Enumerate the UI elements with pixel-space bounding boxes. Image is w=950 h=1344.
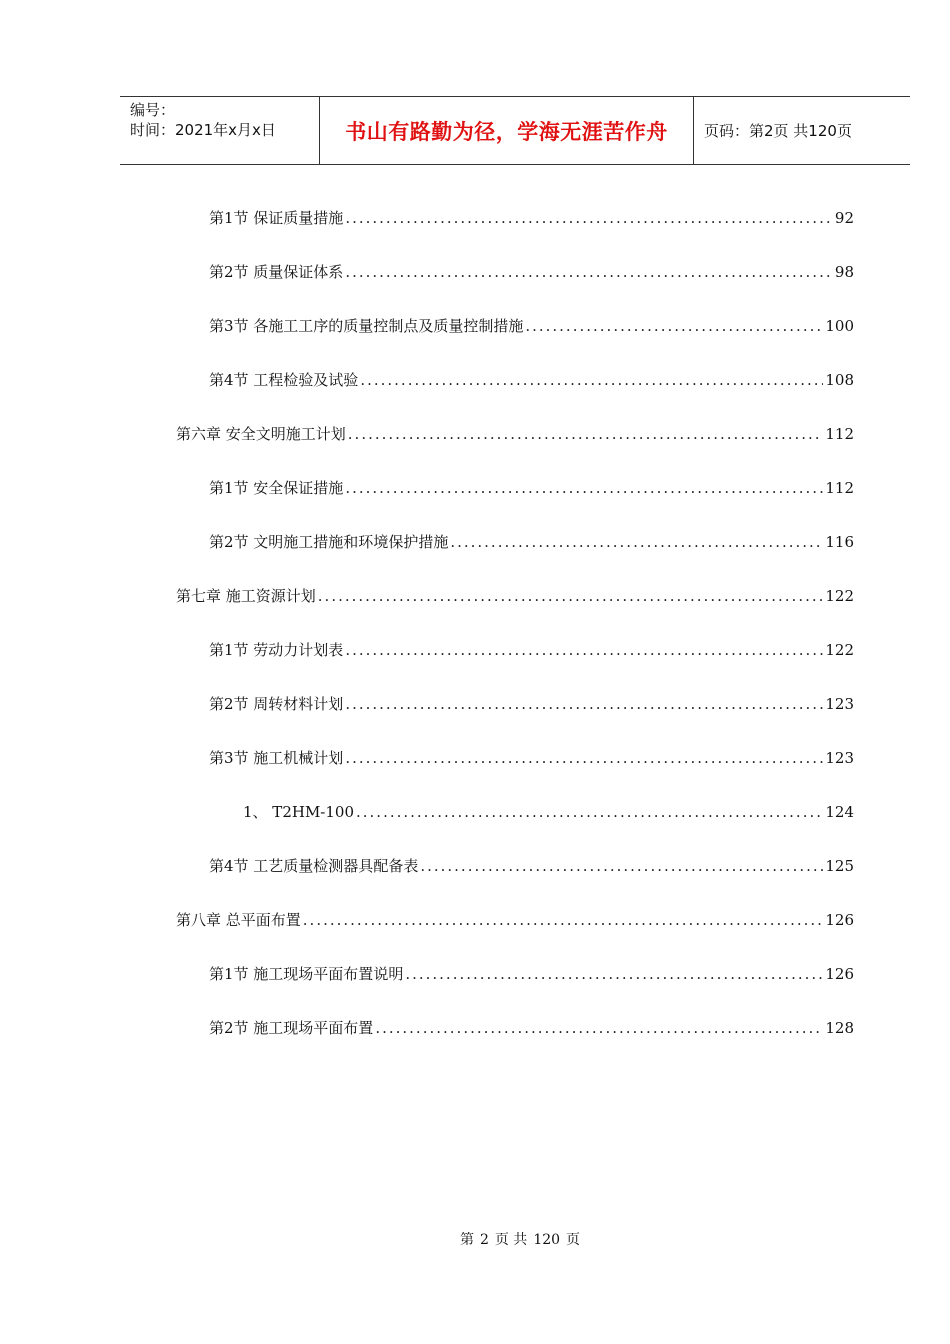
toc-entry-label: 第1节 施工现场平面布置说明 [209, 965, 404, 983]
toc-leader-dots [360, 370, 823, 390]
toc-entry-page: 128 [825, 1019, 854, 1037]
toc-entry-page: 126 [825, 911, 854, 929]
toc-leader-dots [345, 208, 833, 228]
toc-leader-dots [420, 856, 823, 876]
toc-entry-label: 第2节 文明施工措施和环境保护措施 [209, 533, 449, 551]
toc-entry-label: 第六章 安全文明施工计划 [176, 425, 346, 443]
toc-chapter-entry[interactable] [176, 586, 854, 606]
toc-entry-page: 116 [825, 533, 854, 551]
toc-leader-dots [450, 532, 823, 552]
toc-entry[interactable] [209, 532, 854, 552]
toc-entry[interactable] [209, 1018, 854, 1038]
toc-entry-label: 第3节 施工机械计划 [209, 749, 344, 767]
toc-entry-label: 第八章 总平面布置 [176, 911, 301, 929]
toc-entry[interactable] [209, 316, 854, 336]
footer-page-suffix: 页 [566, 1232, 581, 1248]
toc-leader-dots [356, 802, 823, 822]
document-number-label: 编号： [130, 101, 176, 119]
toc-leader-dots [375, 1018, 823, 1038]
toc-entry-page: 108 [825, 371, 854, 389]
footer-page-mid: 页 共 [494, 1232, 528, 1248]
toc-leader-dots [345, 748, 823, 768]
toc-leader-dots [348, 424, 824, 444]
footer-page-prefix: 第 [459, 1232, 474, 1248]
toc-entry[interactable] [209, 478, 854, 498]
document-time-label: 时间：2021年x月x日 [130, 121, 276, 139]
header-meta [120, 97, 320, 164]
toc-entry-page: 112 [825, 425, 854, 443]
toc-leader-dots [345, 262, 833, 282]
toc-entry-page: 123 [825, 749, 854, 767]
toc-entry[interactable] [209, 694, 854, 714]
toc-entry[interactable] [209, 856, 854, 876]
toc-entry-page: 98 [834, 263, 854, 281]
toc-entry-label: 第2节 施工现场平面布置 [209, 1019, 374, 1037]
toc-entry-page: 122 [825, 587, 854, 605]
toc-leader-dots [345, 478, 823, 498]
toc-chapter-entry[interactable] [176, 910, 854, 930]
toc-entry[interactable] [209, 640, 854, 660]
toc-chapter-entry[interactable] [176, 424, 854, 444]
toc-entry-page: 124 [825, 803, 854, 821]
toc-leader-dots [345, 640, 823, 660]
toc-leader-dots [303, 910, 824, 930]
toc-entry[interactable] [209, 964, 854, 984]
toc-entry-page: 100 [825, 317, 854, 335]
toc-entry-page: 125 [825, 857, 854, 875]
toc-leader-dots [405, 964, 823, 984]
toc-entry-label: 第1节 保证质量措施 [209, 209, 344, 227]
toc-entry-label: 第1节 劳动力计划表 [209, 641, 344, 659]
toc-entry-page: 112 [825, 479, 854, 497]
toc-entry-label: 第2节 周转材料计划 [209, 695, 344, 713]
toc-leader-dots [318, 586, 824, 606]
page-header [120, 96, 910, 165]
header-page-info: 页码：第2页 共120页 [704, 122, 852, 140]
toc-entry-label: 第七章 施工资源计划 [176, 587, 316, 605]
page-footer [0, 1229, 950, 1249]
toc-leader-dots [345, 694, 823, 714]
toc-entry-page: 122 [825, 641, 854, 659]
toc-entry-label: 第3节 各施工工序的质量控制点及质量控制措施 [209, 317, 524, 335]
toc-leader-dots [525, 316, 823, 336]
footer-total-pages: 120 [533, 1232, 561, 1248]
toc-entry[interactable] [209, 262, 854, 282]
toc-entry-page: 92 [834, 209, 854, 227]
toc-entry[interactable] [209, 748, 854, 768]
toc-entry-label: 第2节 质量保证体系 [209, 263, 344, 281]
toc-entry-label: 第1节 安全保证措施 [209, 479, 344, 497]
toc-entry-page: 126 [825, 965, 854, 983]
toc-subentry[interactable] [243, 802, 854, 822]
toc-entry-page: 123 [825, 695, 854, 713]
header-motto: 书山有路勤为径，学海无涯苦作舟 [320, 97, 694, 164]
toc-entry-label: 第4节 工艺质量检测器具配备表 [209, 857, 419, 875]
footer-page-number: 2 [479, 1232, 489, 1248]
toc-entry-label: 1、 T2HM-100 [243, 803, 354, 821]
toc-entry[interactable] [209, 208, 854, 228]
toc-entry-label: 第4节 工程检验及试验 [209, 371, 359, 389]
toc-entry[interactable] [209, 370, 854, 390]
